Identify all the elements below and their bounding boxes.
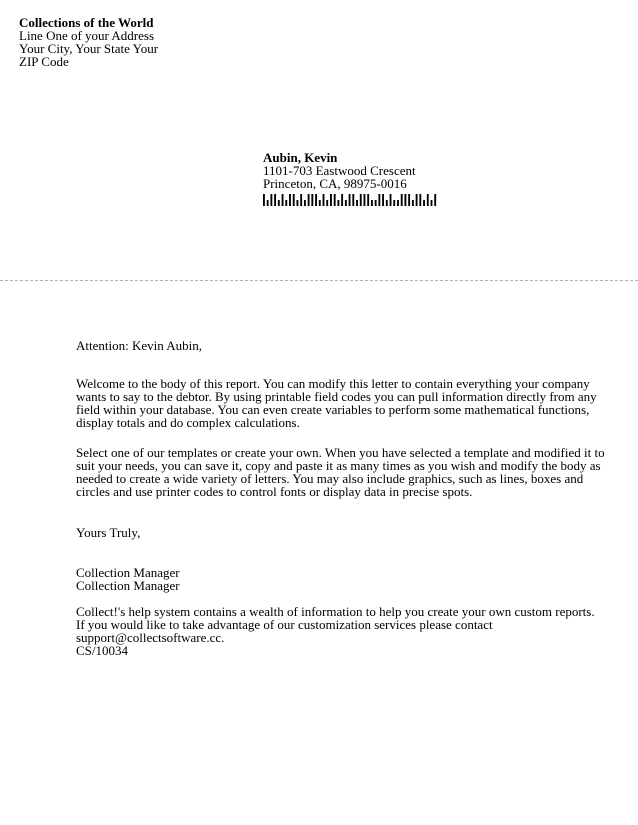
sender-name: Collections of the World xyxy=(19,15,154,30)
barcode-bar xyxy=(300,194,302,206)
barcode-bar xyxy=(270,194,272,206)
signature-line: Collection Manager xyxy=(76,565,180,580)
help-paragraph xyxy=(76,605,616,657)
sender-address-line-2: Your City, Your State Your xyxy=(19,41,159,56)
barcode-bar xyxy=(360,194,362,206)
barcode-bar xyxy=(334,194,336,206)
barcode-bar xyxy=(419,194,421,206)
barcode-bar xyxy=(293,194,295,206)
barcode-bar xyxy=(364,194,366,206)
barcode-bar xyxy=(326,200,328,206)
paragraph-line: field within your database. You can even create variables to perform some mathematical functions, xyxy=(76,402,590,417)
barcode-bar xyxy=(427,194,429,206)
barcode-bar xyxy=(371,200,373,206)
barcode-bar xyxy=(356,200,358,206)
postal-barcode xyxy=(263,194,438,206)
body-paragraph-2 xyxy=(76,446,616,498)
paragraph-line: Select one of our templates or create your own. When you have selected a template and modified it to xyxy=(76,445,605,460)
barcode-bar xyxy=(304,200,306,206)
sender-address-block xyxy=(19,16,158,68)
barcode-bar xyxy=(330,194,332,206)
barcode-bar xyxy=(401,194,403,206)
barcode-bar xyxy=(412,200,414,206)
attention-line xyxy=(76,339,616,352)
recipient-address-block xyxy=(263,151,416,190)
closing-text: Yours Truly, xyxy=(76,525,141,540)
signature-block xyxy=(76,566,616,592)
barcode-bar xyxy=(349,194,351,206)
closing xyxy=(76,526,616,539)
barcode-bar xyxy=(382,194,384,206)
barcode-bar xyxy=(311,194,313,206)
barcode-bar xyxy=(341,194,343,206)
barcode-bar xyxy=(315,194,317,206)
recipient-name: Aubin, Kevin xyxy=(263,150,338,165)
barcode-bar xyxy=(408,194,410,206)
help-line: Collect!'s help system contains a wealth of information to help you create your own custom reports. xyxy=(76,604,595,619)
barcode-bar xyxy=(278,200,280,206)
paragraph-line: display totals and do complex calculations. xyxy=(76,415,300,430)
barcode-bar xyxy=(431,200,433,206)
fold-line-divider xyxy=(0,280,638,281)
paragraph-line: Welcome to the body of this report. You can modify this letter to contain everything your company xyxy=(76,376,590,391)
barcode-bar xyxy=(282,194,284,206)
barcode-bar xyxy=(393,200,395,206)
paragraph-line: circles and use printer codes to control fonts or display data in precise spots. xyxy=(76,484,473,499)
barcode-bar xyxy=(434,194,436,206)
attention-text: Attention: Kevin Aubin, xyxy=(76,338,203,353)
help-line: If you would like to take advantage of our customization services please contact xyxy=(76,617,493,632)
paragraph-line: suit your needs, you can save it, copy and paste it as many times as you wish and modify the body as xyxy=(76,458,601,473)
paragraph-line: needed to create a wide variety of letters. You may also include graphics, such as lines, boxes and xyxy=(76,471,584,486)
sender-address-line-3: ZIP Code xyxy=(19,54,69,69)
paragraph-line: wants to say to the debtor. By using printable field codes you can pull information directly from any xyxy=(76,389,597,404)
barcode-bar xyxy=(267,200,269,206)
signature-line: Collection Manager xyxy=(76,578,180,593)
barcode-bar xyxy=(397,200,399,206)
barcode-bar xyxy=(416,194,418,206)
barcode-bar xyxy=(378,194,380,206)
barcode-bar xyxy=(323,194,325,206)
barcode-bar xyxy=(308,194,310,206)
barcode-bar xyxy=(386,200,388,206)
barcode-bar xyxy=(375,200,377,206)
recipient-city-line: Princeton, CA, 98975-0016 xyxy=(263,176,407,191)
sender-address-line-1: Line One of your Address xyxy=(19,28,155,43)
barcode-bar xyxy=(367,194,369,206)
barcode-bar xyxy=(390,194,392,206)
barcode-bar xyxy=(297,200,299,206)
barcode-bar xyxy=(345,200,347,206)
body-paragraph-1 xyxy=(76,377,616,429)
support-email: support@collectsoftware.cc. xyxy=(76,630,225,645)
reference-code: CS/10034 xyxy=(76,643,129,658)
barcode-bar xyxy=(289,194,291,206)
barcode-bar xyxy=(404,194,406,206)
barcode-bar xyxy=(263,194,265,206)
barcode-bar xyxy=(337,200,339,206)
barcode-bar xyxy=(285,200,287,206)
barcode-bar xyxy=(274,194,276,206)
barcode-bar xyxy=(423,200,425,206)
barcode-bar xyxy=(319,200,321,206)
barcode-bar xyxy=(352,194,354,206)
recipient-street: 1101-703 Eastwood Crescent xyxy=(263,163,416,178)
